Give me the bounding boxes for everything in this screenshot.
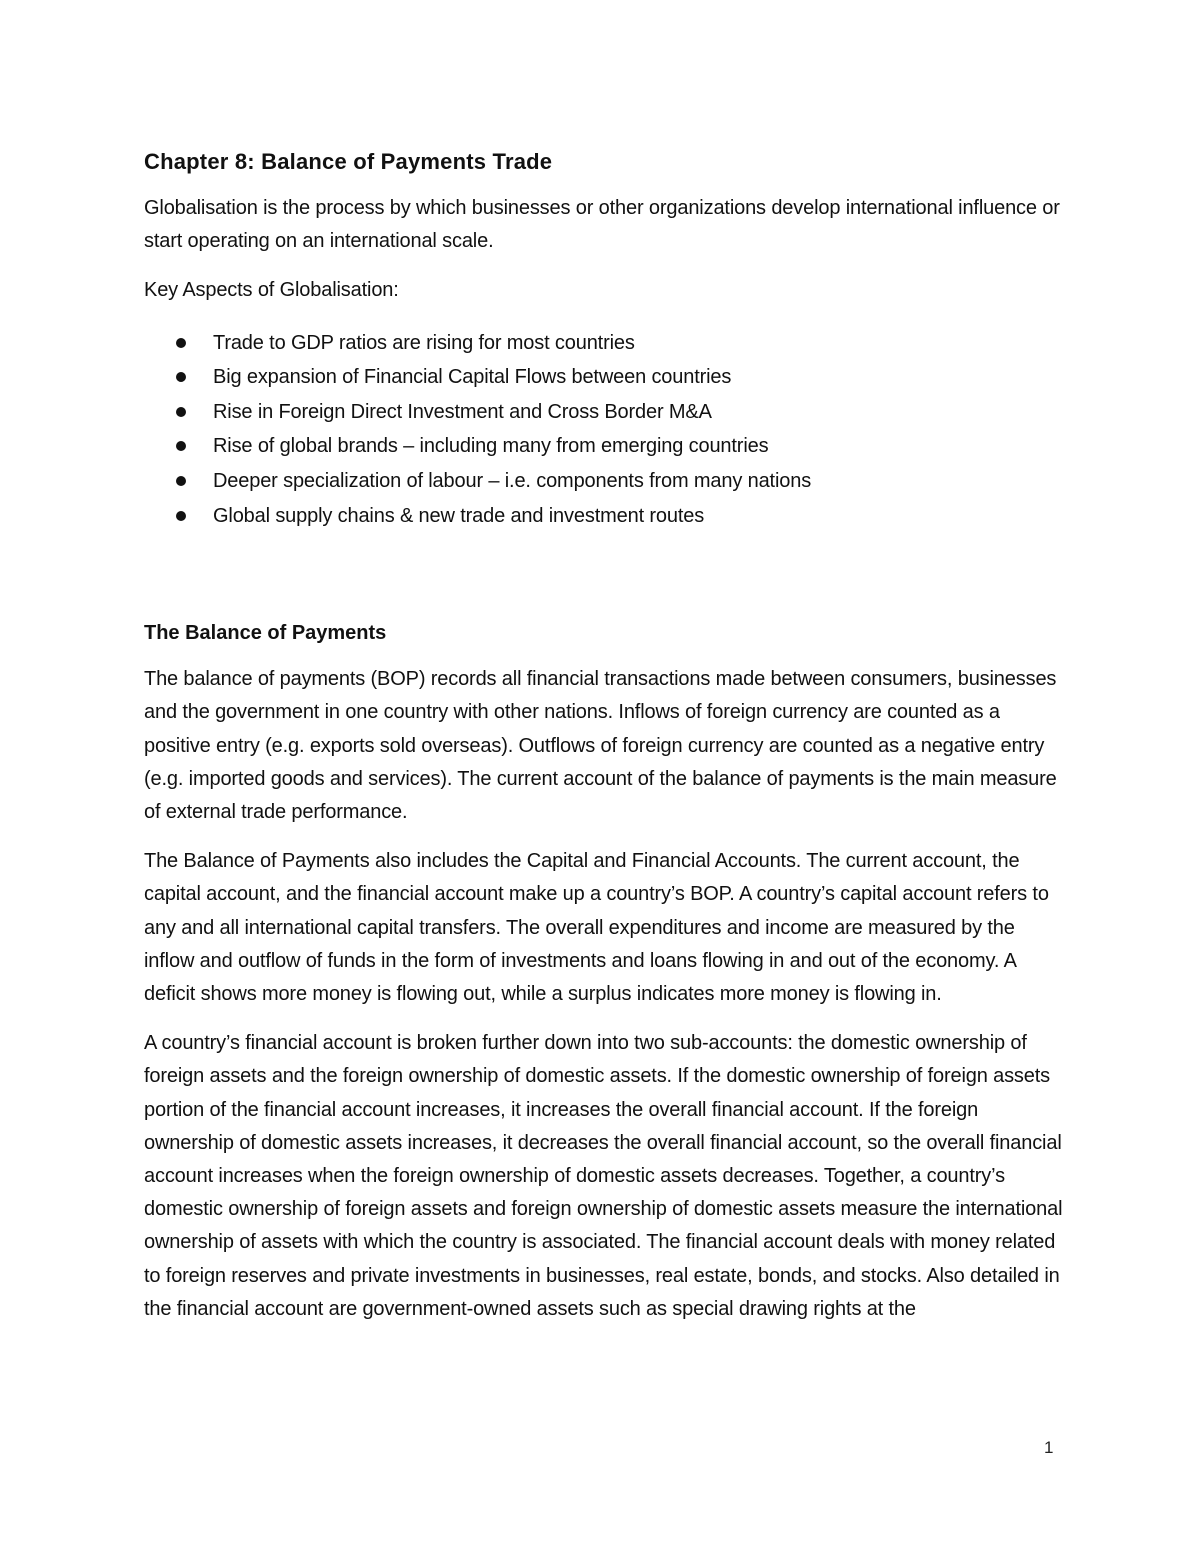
bullet-icon: [176, 441, 186, 451]
bop-paragraph-2: The Balance of Payments also includes the Capital and Financial Accounts. The current account, the capital account, and the financial account make up a country’s BOP. A country’s capital account refers to any and all international capital transfers. The overall expenditures and income are measured by the inflow and outflow of funds in the form of investments and loans flowing in and out of the economy. A deficit shows more money is flowing out, while a surplus indicates more money is flowing in.: [144, 850, 1049, 1005]
bullet-icon: [176, 476, 186, 486]
intro-paragraph: Globalisation is the process by which businesses or other organizations develop international influence or start operating on an international scale.: [144, 197, 1060, 253]
list-item: [144, 395, 1064, 430]
section-title: The Balance of Payments: [144, 622, 387, 645]
page-content: [144, 142, 1064, 1342]
bullet-icon: [176, 511, 186, 521]
page-number: 1: [1044, 1438, 1054, 1457]
list-item-text: Rise of global brands – including many from emerging countries: [213, 435, 769, 458]
list-item: [144, 360, 1064, 395]
list-item: [144, 326, 1064, 361]
bullet-icon: [176, 338, 186, 348]
aspects-heading: Key Aspects of Globalisation:: [144, 279, 399, 302]
list-item: [144, 429, 1064, 464]
bop-paragraph-1: The balance of payments (BOP) records all financial transactions made between consumers, businesses and the government in one country with other nations. Inflows of foreign currency are counted as a positive entry (e.g. exports sold overseas). Outflows of foreign currency are counted as a negative entry (e.g. imported goods and services). The current account of the balance of payments is the main measure of external trade performance.: [144, 668, 1057, 823]
list-item-text: Global supply chains & new trade and investment routes: [213, 504, 705, 527]
list-item-text: Trade to GDP ratios are rising for most countries: [213, 331, 635, 354]
bullet-icon: [176, 407, 186, 417]
bop-paragraph-3: A country’s financial account is broken further down into two sub-accounts: the domestic ownership of foreign assets and the foreign ownership of domestic assets. If the domestic ownership of foreign assets portion of the financial account increases, it increases the overall financial account. If the foreign ownership of domestic assets increases, it decreases the overall financial account, so the overall financial account increases when the foreign ownership of domestic assets decreases. Together, a country’s domestic ownership of foreign assets and foreign ownership of domestic assets measure the international ownership of assets with which the country is associated. The financial account deals with money related to foreign reserves and private investments in businesses, real estate, bonds, and stocks. Also detailed in the financial account are government-owned assets such as special drawing rights at the: [144, 1032, 1063, 1320]
list-item: [144, 464, 1064, 499]
aspects-list: [144, 326, 1064, 534]
bullet-icon: [176, 372, 186, 382]
list-item-text: Rise in Foreign Direct Investment and Cross Border M&A: [213, 400, 712, 423]
list-item: [144, 499, 1064, 534]
list-item-text: Deeper specialization of labour – i.e. components from many nations: [213, 469, 812, 492]
chapter-title: Chapter 8: Balance of Payments Trade: [144, 149, 553, 174]
list-item-text: Big expansion of Financial Capital Flows between countries: [213, 366, 732, 389]
